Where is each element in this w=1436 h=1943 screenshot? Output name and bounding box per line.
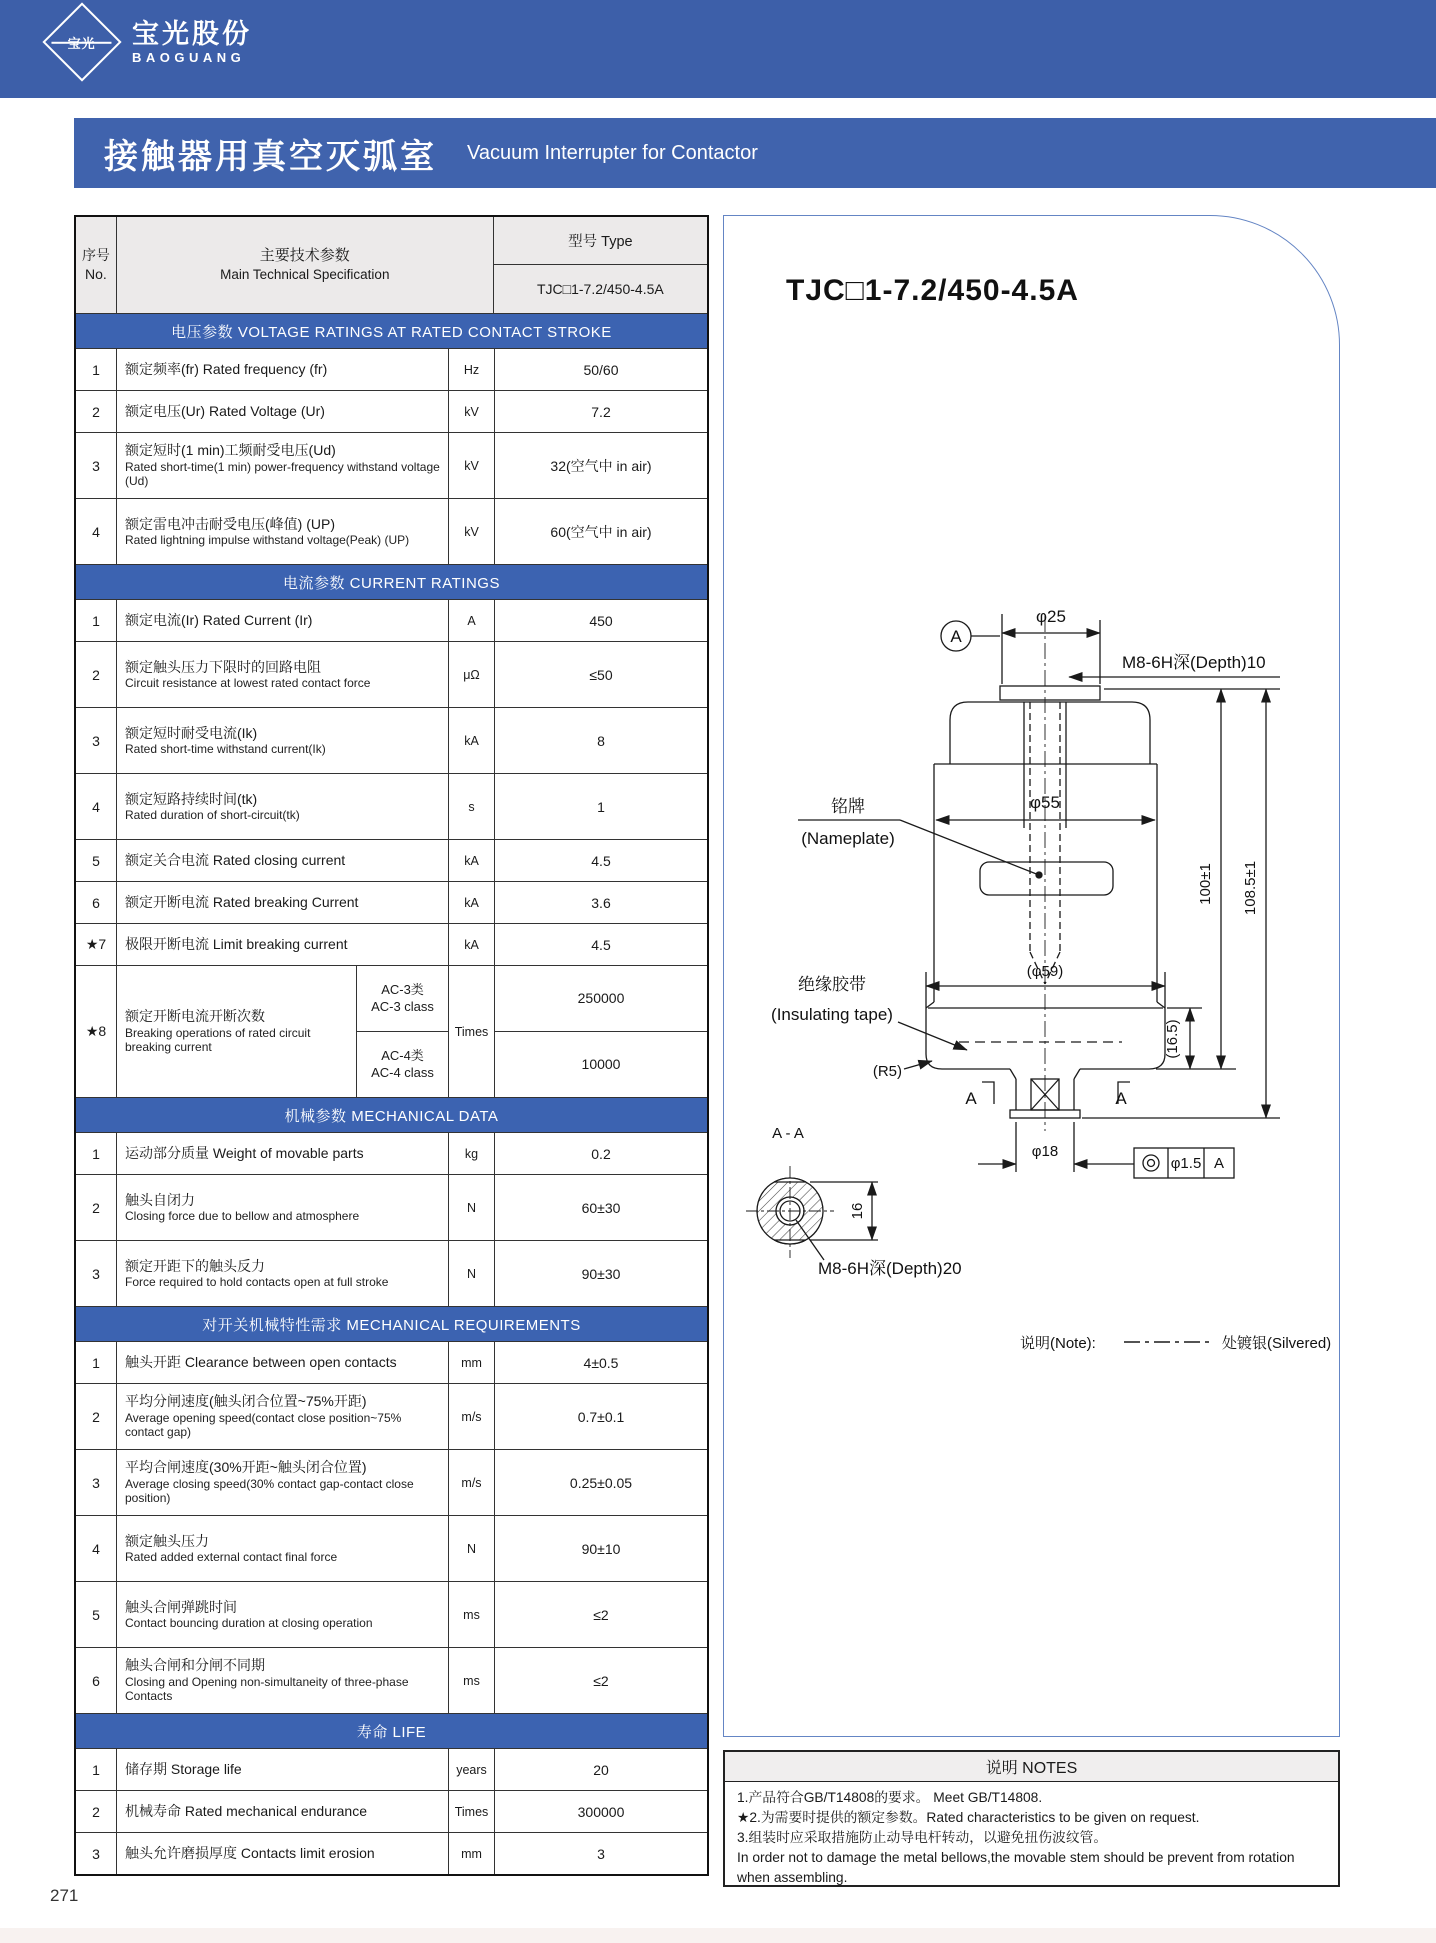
- spec-table: [74, 215, 709, 1876]
- spec-table-header: [76, 217, 707, 313]
- row-value: ≤2: [593, 1672, 609, 1689]
- row-number: 6: [76, 1648, 117, 1713]
- row-unit: ms: [449, 1648, 495, 1713]
- row-description: [117, 1749, 449, 1790]
- description-cn: 极限开断电流 Limit breaking current: [125, 935, 348, 952]
- logo-diamond-icon: [42, 2, 121, 81]
- subclass-value: 250000: [495, 966, 707, 1032]
- row-unit: kV: [449, 391, 495, 432]
- description-cn: 触头允许磨损厚度 Contacts limit erosion: [125, 1844, 375, 1861]
- description-en: Contact bouncing duration at closing operation: [125, 1616, 373, 1631]
- row-number: 3: [76, 1241, 117, 1306]
- col-spec-en: Main Technical Specification: [220, 267, 390, 283]
- col-spec-cn: 主要技术参数: [259, 247, 350, 265]
- dim-108-5: 108.5±1: [1242, 860, 1259, 916]
- notes-box: [723, 1750, 1340, 1887]
- subclass-label: [357, 966, 448, 1032]
- row-value: 32(空气中 in air): [550, 457, 652, 474]
- footer-bar: [0, 1928, 1436, 1943]
- table-row: [76, 1383, 707, 1449]
- row-unit: kV: [449, 499, 495, 564]
- nameplate-label-en: (Nameplate): [801, 829, 895, 848]
- row-value: 0.7±0.1: [577, 1408, 625, 1425]
- subclass-cn: AC-4类: [381, 1048, 424, 1064]
- row-value: 1: [597, 798, 605, 815]
- description-en: Force required to hold contacts open at full stroke: [125, 1275, 389, 1290]
- notes-title: 说明 NOTES: [725, 1752, 1338, 1782]
- description-cn: 额定电压(Ur) Rated Voltage (Ur): [125, 402, 325, 419]
- row-description: [117, 1241, 449, 1306]
- description-cn: 平均合闸速度(30%开距~触头闭合位置): [125, 1459, 367, 1476]
- description-cn: 额定开断电流开断次数: [125, 1008, 265, 1025]
- row-description: [117, 433, 449, 498]
- row-number: ★8: [76, 966, 117, 1097]
- description-cn: 额定短时(1 min)工频耐受电压(Ud): [125, 442, 336, 459]
- description-cn: 额定电流(Ir) Rated Current (Ir): [125, 611, 313, 628]
- row-number: 3: [76, 708, 117, 773]
- row-value: ≤2: [593, 1606, 609, 1623]
- row-number: 2: [76, 391, 117, 432]
- description-en: Closing force due to bellow and atmosphere: [125, 1209, 360, 1224]
- description-cn: 触头合闸弹跳时间: [125, 1598, 237, 1615]
- row-unit: kV: [449, 433, 495, 498]
- description-en: Circuit resistance at lowest rated contact force: [125, 676, 371, 691]
- company-name-cn: 宝光股份: [132, 18, 252, 49]
- row-description: [117, 1175, 449, 1240]
- row-unit: m/s: [449, 1450, 495, 1515]
- row-number: 2: [76, 1175, 117, 1240]
- row-unit: Times: [449, 1791, 495, 1832]
- dim-phi18: φ18: [1031, 1143, 1059, 1160]
- row-subvalues: [495, 966, 707, 1097]
- dim-phi55: φ55: [1030, 793, 1060, 812]
- dim-16: 16: [849, 1202, 866, 1220]
- table-row: [76, 432, 707, 498]
- table-row: [76, 1581, 707, 1647]
- table-row: [76, 1341, 707, 1383]
- note-line: In order not to damage the metal bellows,the movable stem should be prevent from rotation when assembling.: [737, 1850, 1295, 1885]
- row-unit: mm: [449, 1833, 495, 1874]
- page-title-en: Vacuum Interrupter for Contactor: [467, 141, 758, 164]
- description-en: Rated short-time(1 min) power-frequency withstand voltage (Ud): [125, 459, 440, 489]
- row-unit: Times: [449, 966, 495, 1097]
- description-cn: 额定频率(fr) Rated frequency (fr): [125, 360, 328, 377]
- row-value: 60±30: [581, 1199, 621, 1216]
- description-cn: 触头合闸和分闸不同期: [125, 1657, 265, 1674]
- description-cn: 储存期 Storage life: [125, 1760, 242, 1777]
- tape-label-cn: 绝缘胶带: [798, 975, 866, 994]
- row-value: 7.2: [591, 403, 611, 420]
- col-no-cn: 序号: [81, 247, 110, 264]
- row-number: 2: [76, 1791, 117, 1832]
- description-en: Rated duration of short-circuit(tk): [125, 808, 300, 823]
- table-row: [76, 1748, 707, 1790]
- section-header: 对开关机械特性需求 MECHANICAL REQUIREMENTS: [76, 1306, 707, 1341]
- row-unit: s: [449, 774, 495, 839]
- row-description: [117, 600, 449, 641]
- col-no-en: No.: [85, 266, 107, 282]
- row-unit: kA: [449, 924, 495, 965]
- row-description: [117, 1384, 449, 1449]
- table-row: [76, 773, 707, 839]
- thread-bottom-label: M8-6H深(Depth)20: [818, 1259, 962, 1278]
- row-description: [117, 966, 357, 1097]
- tape-label-en: (Insulating tape): [771, 1005, 893, 1024]
- row-unit: years: [449, 1749, 495, 1790]
- row-unit: kA: [449, 840, 495, 881]
- section-marker-left: A: [965, 1089, 977, 1108]
- row-unit: Hz: [449, 349, 495, 390]
- row-description: [117, 1582, 449, 1647]
- description-cn: 触头开距 Clearance between open contacts: [125, 1353, 397, 1370]
- description-cn: 运动部分质量 Weight of movable parts: [125, 1144, 364, 1161]
- section-header: 寿命 LIFE: [76, 1713, 707, 1748]
- row-value: 90±30: [581, 1265, 621, 1282]
- row-description: [117, 1791, 449, 1832]
- row-description: [117, 1516, 449, 1581]
- description-cn: 额定关合电流 Rated closing current: [125, 851, 346, 868]
- logo-mark: 宝光: [67, 35, 97, 51]
- runout-datum: A: [1213, 1155, 1225, 1172]
- col-header-spec: [117, 217, 494, 313]
- description-cn: 额定触头压力: [125, 1532, 209, 1549]
- table-row: [76, 1240, 707, 1306]
- description-en: Average opening speed(contact close position~75% contact gap): [125, 1410, 402, 1440]
- row-value: 4.5: [591, 852, 611, 869]
- drawing-model-title: TJC□1-7.2/450-4.5A: [786, 274, 1079, 307]
- table-row: [76, 1174, 707, 1240]
- row-description: [117, 924, 449, 965]
- row-value: 0.2: [591, 1145, 611, 1162]
- subclass-en: AC-3 class: [371, 998, 434, 1014]
- subclass-cn: AC-3类: [381, 982, 424, 998]
- nameplate-label-cn: 铭牌: [831, 797, 865, 816]
- row-value: 8: [597, 732, 605, 749]
- table-row: [76, 839, 707, 881]
- thread-top-label: M8-6H深(Depth)10: [1122, 653, 1266, 672]
- row-value: 3.6: [591, 894, 611, 911]
- row-number: 6: [76, 882, 117, 923]
- row-description: [117, 642, 449, 707]
- row-value: 450: [589, 612, 613, 629]
- description-cn: 额定开距下的触头反力: [125, 1257, 265, 1274]
- row-value: 4.5: [591, 936, 611, 953]
- row-description: [117, 1342, 449, 1383]
- table-row: [76, 641, 707, 707]
- row-unit: N: [449, 1241, 495, 1306]
- row-unit: m/s: [449, 1384, 495, 1449]
- row-number: 3: [76, 1450, 117, 1515]
- row-number: ★7: [76, 924, 117, 965]
- description-cn: 机械寿命 Rated mechanical endurance: [125, 1802, 368, 1819]
- company-logo: [54, 14, 252, 70]
- row-value: ≤50: [589, 666, 613, 683]
- col-header-type: [494, 217, 707, 313]
- table-row: [76, 1790, 707, 1832]
- col-header-no: [76, 217, 117, 313]
- table-row: [76, 1647, 707, 1713]
- table-row: [76, 1449, 707, 1515]
- note-line: 3.组装时应采取措施防止动导电杆转动，以避免扭伤波纹管。: [737, 1830, 1108, 1845]
- drawing-note-label: 说明(Note):: [1020, 1335, 1096, 1352]
- description-en: Rated added external contact final force: [125, 1550, 338, 1565]
- row-number: 3: [76, 1833, 117, 1874]
- row-description: [117, 1833, 449, 1874]
- row-subclasses: [357, 966, 449, 1097]
- table-row: [76, 881, 707, 923]
- row-value: 3: [597, 1845, 605, 1862]
- dim-100: 100±1: [1197, 863, 1214, 905]
- row-description: [117, 1450, 449, 1515]
- row-number: 5: [76, 840, 117, 881]
- row-value: 20: [593, 1761, 609, 1778]
- row-description: [117, 708, 449, 773]
- row-number: 4: [76, 499, 117, 564]
- row-value: 90±10: [581, 1540, 621, 1557]
- brand-bar: [0, 0, 1436, 98]
- row-description: [117, 882, 449, 923]
- row-number: 1: [76, 1133, 117, 1174]
- type-label: 型号 Type: [494, 217, 707, 265]
- row-number: 2: [76, 642, 117, 707]
- section-marker-right: A: [1115, 1089, 1127, 1108]
- row-number: 3: [76, 433, 117, 498]
- subclass-en: AC-4 class: [371, 1064, 434, 1080]
- row-unit: mm: [449, 1342, 495, 1383]
- row-unit: kA: [449, 882, 495, 923]
- description-en: Average closing speed(30% contact gap-contact close position): [125, 1476, 414, 1506]
- row-description: [117, 1648, 449, 1713]
- note-line: ★2.为需要时提供的额定参数。Rated characteristics to be given on request.: [737, 1810, 1200, 1825]
- datum-a-label: A: [950, 627, 962, 646]
- company-name-en: BAOGUANG: [132, 49, 246, 65]
- row-description: [117, 774, 449, 839]
- description-en: Rated short-time withstand current(Ik): [125, 742, 326, 757]
- row-description: [117, 499, 449, 564]
- logo-texts: [132, 20, 252, 65]
- table-row: [76, 707, 707, 773]
- section-view-label: A - A: [772, 1125, 804, 1142]
- section-header: 电压参数 VOLTAGE RATINGS AT RATED CONTACT STROKE: [76, 313, 707, 348]
- dim-16-5: (16.5): [1164, 1019, 1181, 1059]
- row-value: 50/60: [583, 361, 619, 378]
- type-model-value: TJC□1-7.2/450-4.5A: [536, 281, 664, 297]
- description-cn: 额定开断电流 Rated breaking Current: [125, 893, 359, 910]
- section-header: 机械参数 MECHANICAL DATA: [76, 1097, 707, 1132]
- table-row: [76, 599, 707, 641]
- description-en: Breaking operations of rated circuit breaking current: [125, 1025, 311, 1055]
- row-value: 60(空气中 in air): [550, 523, 652, 540]
- row-number: 4: [76, 774, 117, 839]
- description-en: Rated lightning impulse withstand voltage(Peak) (UP): [125, 533, 410, 548]
- row-unit: A: [449, 600, 495, 641]
- spec-table-body: [76, 313, 707, 1874]
- row-description: [117, 840, 449, 881]
- row-unit: kg: [449, 1133, 495, 1174]
- row-unit: μΩ: [449, 642, 495, 707]
- note-line: 1.产品符合GB/T14808的要求。 Meet GB/T14808.: [737, 1790, 1043, 1805]
- row-number: 1: [76, 1342, 117, 1383]
- row-value: 300000: [577, 1803, 625, 1820]
- table-row: [76, 965, 707, 1097]
- row-number: 1: [76, 1749, 117, 1790]
- row-unit: kA: [449, 708, 495, 773]
- dim-phi25: φ25: [1036, 607, 1066, 626]
- row-description: [117, 391, 449, 432]
- table-row: [76, 1132, 707, 1174]
- table-row: [76, 923, 707, 965]
- subclass-label: [357, 1032, 448, 1097]
- table-row: [76, 498, 707, 564]
- page-title-cn: 接触器用真空灭弧室: [104, 137, 437, 176]
- row-number: 4: [76, 1516, 117, 1581]
- row-number: 2: [76, 1384, 117, 1449]
- table-row: [76, 348, 707, 390]
- table-row: [76, 1832, 707, 1874]
- subclass-value: 10000: [581, 1055, 621, 1072]
- description-cn: 平均分闸速度(触头闭合位置~75%开距): [125, 1393, 367, 1410]
- dim-phi59: (φ59): [1026, 963, 1064, 980]
- page-title-bar: [74, 118, 1436, 188]
- page-number: 271: [50, 1886, 79, 1905]
- description-cn: 触头自闭力: [125, 1191, 195, 1208]
- row-value: 4±0.5: [583, 1354, 619, 1371]
- section-header: 电流参数 CURRENT RATINGS: [76, 564, 707, 599]
- drawing-panel: [723, 215, 1340, 1737]
- runout-value: φ1.5: [1170, 1155, 1202, 1172]
- row-unit: ms: [449, 1582, 495, 1647]
- row-number: 1: [76, 349, 117, 390]
- row-unit: N: [449, 1516, 495, 1581]
- row-description: [117, 1133, 449, 1174]
- table-row: [76, 1515, 707, 1581]
- row-value: 0.25±0.05: [569, 1474, 633, 1491]
- row-number: 5: [76, 1582, 117, 1647]
- description-cn: 额定触头压力下限时的回路电阻: [125, 658, 321, 675]
- description-cn: 额定短路持续时间(tk): [125, 790, 258, 807]
- technical-drawing: [724, 216, 1339, 1736]
- row-number: 1: [76, 600, 117, 641]
- description-en: Closing and Opening non-simultaneity of three-phase Contacts: [125, 1674, 409, 1704]
- description-cn: 额定短时耐受电流(Ik): [125, 724, 258, 741]
- drawing-note-text: 处镀银(Silvered): [1222, 1335, 1332, 1352]
- description-cn: 额定雷电冲击耐受电压(峰值) (UP): [125, 515, 335, 532]
- row-unit: N: [449, 1175, 495, 1240]
- dim-r5: (R5): [872, 1063, 902, 1080]
- row-description: [117, 349, 449, 390]
- notes-body: [725, 1782, 1338, 1894]
- table-row: [76, 390, 707, 432]
